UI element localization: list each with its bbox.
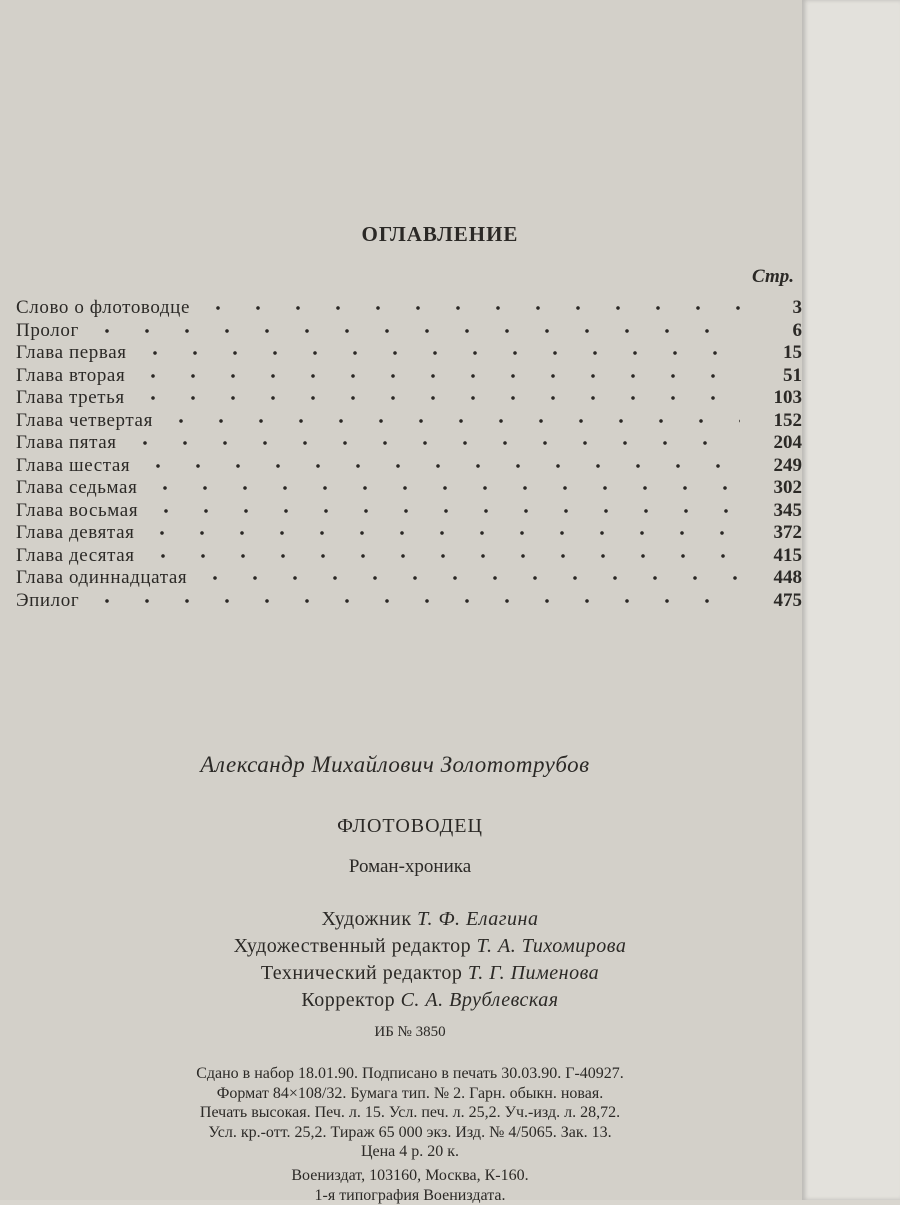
page-edge bbox=[802, 0, 900, 1200]
dot-leader bbox=[143, 553, 740, 559]
toc-entry-page: 448 bbox=[746, 567, 802, 590]
dot-leader bbox=[133, 395, 740, 401]
dot-leader bbox=[142, 530, 740, 536]
credit-role: Корректор bbox=[301, 989, 395, 1011]
book-title: ФЛОТОВОДЕЦ bbox=[0, 815, 820, 838]
toc-entry-label: Глава одиннадцатая bbox=[16, 567, 187, 590]
toc-entry bbox=[16, 545, 802, 568]
toc-entry-label: Глава вторая bbox=[16, 365, 125, 388]
author-name: Александр Михайлович Золототрубов bbox=[0, 752, 790, 778]
dot-leader bbox=[135, 350, 740, 356]
credit-name: Т. Ф. Елагина bbox=[417, 908, 538, 930]
dot-leader bbox=[161, 418, 740, 424]
book-subtitle: Роман-хроника bbox=[0, 856, 820, 878]
toc-entry-page: 372 bbox=[746, 522, 802, 545]
dot-leader bbox=[87, 328, 740, 334]
dot-leader bbox=[195, 575, 740, 581]
dot-leader bbox=[198, 305, 740, 311]
dot-leader bbox=[138, 463, 740, 469]
toc-entry-page: 6 bbox=[746, 320, 802, 343]
toc-entry-page: 152 bbox=[746, 410, 802, 433]
toc-entry-label: Глава шестая bbox=[16, 455, 130, 478]
toc-entry bbox=[16, 387, 802, 410]
toc-entry-page: 249 bbox=[746, 455, 802, 478]
toc-entry-page: 475 bbox=[746, 590, 802, 613]
imprint-line: Печать высокая. Печ. л. 15. Усл. печ. л. 25,2. Уч.-изд. л. 28,72. bbox=[100, 1103, 720, 1123]
dot-leader bbox=[146, 508, 740, 514]
credit-role: Художественный редактор bbox=[234, 935, 472, 957]
toc-entry bbox=[16, 567, 802, 590]
credit-line bbox=[150, 960, 710, 987]
toc-entry-label: Глава восьмая bbox=[16, 500, 138, 523]
toc-entry-label: Глава седьмая bbox=[16, 477, 137, 500]
toc-entry-label: Глава пятая bbox=[16, 432, 117, 455]
imprint-block bbox=[100, 1064, 720, 1162]
dot-leader bbox=[125, 440, 740, 446]
toc-entry bbox=[16, 365, 802, 388]
toc-entry-label: Глава первая bbox=[16, 342, 127, 365]
toc-entry-label: Глава четвертая bbox=[16, 410, 153, 433]
toc-entry-page: 345 bbox=[746, 500, 802, 523]
toc-entry bbox=[16, 320, 802, 343]
toc-entry bbox=[16, 342, 802, 365]
toc-entry bbox=[16, 297, 802, 320]
toc-entry bbox=[16, 500, 802, 523]
toc-entry bbox=[16, 455, 802, 478]
toc-entry-label: Эпилог bbox=[16, 590, 79, 613]
toc-entry-page: 204 bbox=[746, 432, 802, 455]
toc-page-column-label: Стр. bbox=[752, 266, 794, 288]
credit-name: Т. А. Тихомирова bbox=[477, 935, 627, 957]
toc-entry bbox=[16, 477, 802, 500]
toc-entry-label: Глава десятая bbox=[16, 545, 135, 568]
credit-name: Т. Г. Пименова bbox=[468, 962, 599, 984]
imprint-line: Сдано в набор 18.01.90. Подписано в печать 30.03.90. Г-40927. bbox=[100, 1064, 720, 1084]
toc-list bbox=[16, 297, 802, 612]
credit-line bbox=[150, 987, 710, 1014]
toc-entry-label: Глава девятая bbox=[16, 522, 134, 545]
credit-role: Технический редактор bbox=[261, 962, 463, 984]
publisher-line: 1-я типография Воениздата. bbox=[100, 1186, 720, 1205]
toc-entry-page: 415 bbox=[746, 545, 802, 568]
dot-leader bbox=[87, 598, 740, 604]
toc-entry bbox=[16, 432, 802, 455]
dot-leader bbox=[133, 373, 740, 379]
imprint-line: Усл. кр.-отт. 25,2. Тираж 65 000 экз. Изд. № 4/5065. Зак. 13. bbox=[100, 1123, 720, 1143]
toc-entry-label: Пролог bbox=[16, 320, 79, 343]
publisher-line: Воениздат, 103160, Москва, К-160. bbox=[100, 1166, 720, 1186]
toc-title: ОГЛАВЛЕНИЕ bbox=[0, 222, 880, 247]
imprint-line: Цена 4 р. 20 к. bbox=[100, 1142, 720, 1162]
toc-entry bbox=[16, 590, 802, 613]
toc-entry-label: Глава третья bbox=[16, 387, 125, 410]
credit-role: Художник bbox=[322, 908, 412, 930]
publisher-block bbox=[100, 1166, 720, 1205]
toc-entry-page: 302 bbox=[746, 477, 802, 500]
toc-entry-page: 103 bbox=[746, 387, 802, 410]
dot-leader bbox=[145, 485, 740, 491]
ib-number: ИБ № 3850 bbox=[0, 1024, 820, 1041]
toc-entry bbox=[16, 522, 802, 545]
toc-entry-page: 15 bbox=[746, 342, 802, 365]
credit-line bbox=[150, 906, 710, 933]
credits bbox=[150, 906, 710, 1014]
credit-name: С. А. Врублевская bbox=[401, 989, 559, 1011]
imprint-line: Формат 84×108/32. Бумага тип. № 2. Гарн. обыкн. новая. bbox=[100, 1084, 720, 1104]
toc-entry-page: 3 bbox=[746, 297, 802, 320]
toc-entry bbox=[16, 410, 802, 433]
toc-entry-page: 51 bbox=[746, 365, 802, 388]
toc-entry-label: Слово о флотоводце bbox=[16, 297, 190, 320]
credit-line bbox=[150, 933, 710, 960]
